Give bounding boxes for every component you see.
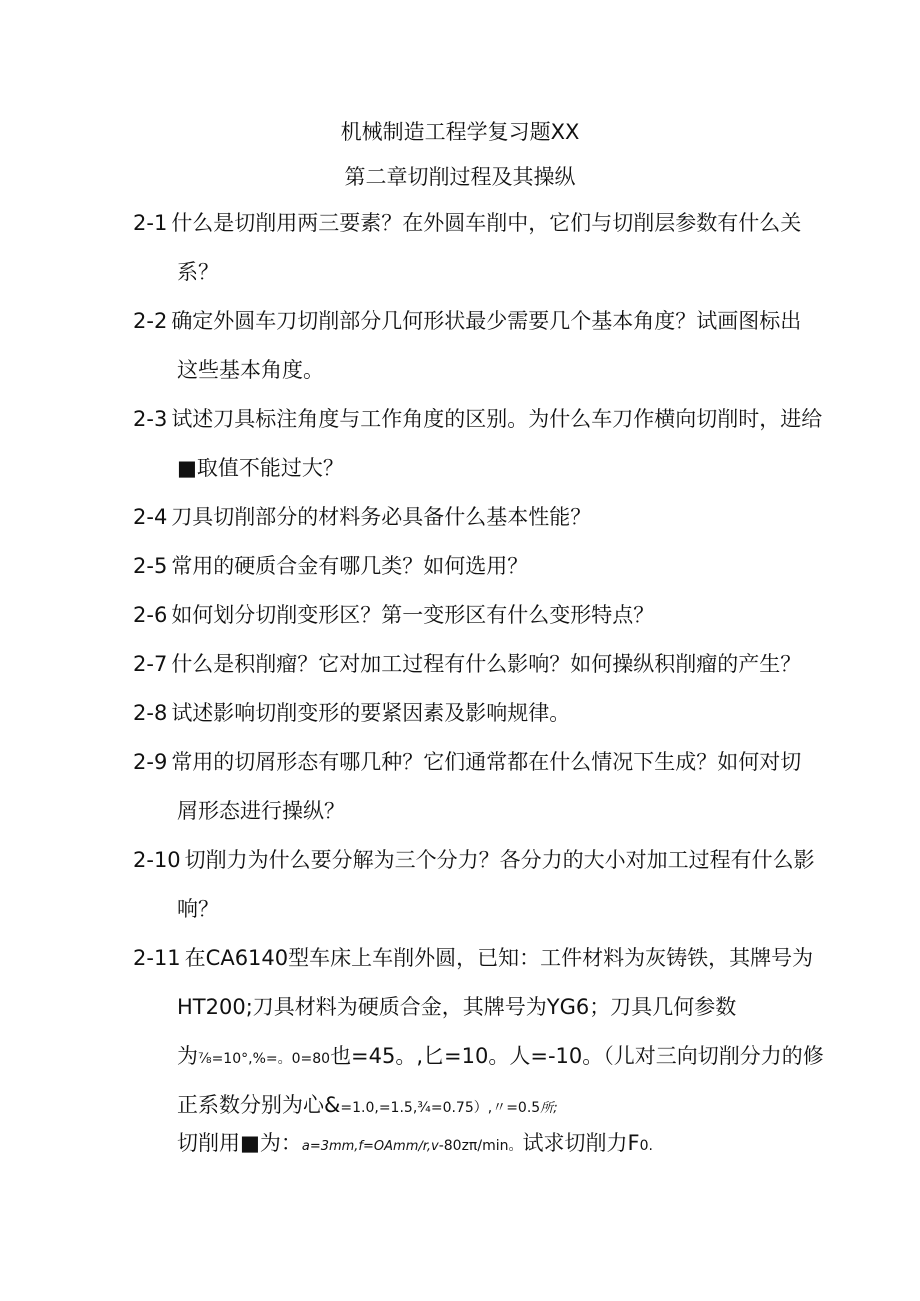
question-text: 常用的切屑形态有哪几种？它们通常都在什么情况下生成？如何对切 — [171, 750, 802, 774]
coefficient-values: =1.0,=1.5,¾ — [340, 1100, 431, 1116]
question-text: 如何划分切削变形区？第一变形区有什么变形特点？ — [171, 603, 655, 627]
question-number: 2-3 — [133, 407, 168, 431]
coefficient-value: =0.75）,〃=0.5 — [430, 1100, 541, 1116]
question-number: 2-7 — [133, 652, 168, 676]
question-text: 什么是积削瘤？它对加工过程有什么影响？如何操纵积削瘤的产生？ — [171, 652, 802, 676]
variable-symbol: a — [301, 1139, 310, 1154]
question-2-11-line4 — [177, 1090, 558, 1124]
text-segment: 试求切削力F — [522, 1131, 640, 1155]
question-number: 2-4 — [133, 505, 168, 529]
question-text: 什么是切削用两三要素？在外圆车削中，它们与切削层参数有什么关 — [171, 211, 802, 235]
question-number: 2-9 — [133, 750, 168, 774]
text-segment: 为 — [177, 1044, 198, 1068]
subscript-value: 0. — [639, 1138, 653, 1154]
question-2-1-continued: 系？ — [177, 260, 219, 284]
question-number: 2-5 — [133, 554, 168, 578]
question-text: 刀具切削部分的材料务必具备什么基本性能？ — [171, 505, 592, 529]
question-2-4 — [133, 502, 591, 532]
question-2-8 — [133, 698, 570, 728]
question-2-9-continued: 屑形态进行操纵？ — [177, 799, 345, 823]
question-2-3 — [133, 404, 822, 434]
question-2-11-line2: HT200;刀具材料为硬质合金，其牌号为YG6；刀具几何参数 — [177, 995, 737, 1019]
question-2-5 — [133, 551, 528, 581]
question-2-2 — [133, 306, 801, 336]
question-number: 2-1 — [133, 211, 168, 235]
question-2-2-continued: 这些基本角度。 — [177, 358, 324, 382]
text-segment: 所; — [540, 1101, 558, 1116]
question-number: 2-10 — [133, 848, 181, 872]
question-2-11 — [133, 943, 813, 973]
question-2-3-continued: ■取值不能过大？ — [177, 456, 344, 480]
cutting-parameters: =3mm,f=OAmm∕r,v — [309, 1139, 439, 1154]
chapter-title: 第二章切削过程及其操纵 — [344, 165, 576, 189]
speed-value: -80zπ/min。 — [438, 1138, 523, 1154]
question-text: 切削力为什么要分解为三个分力？各分力的大小对加工过程有什么影 — [184, 848, 815, 872]
question-number: 2-8 — [133, 701, 168, 725]
question-2-1 — [133, 208, 801, 238]
text-segment: 正系数分别为心& — [177, 1093, 341, 1117]
document-title: 机械制造工程学复习题XX — [340, 120, 580, 144]
question-2-6 — [133, 600, 654, 630]
question-text: 常用的硬质合金有哪几类？如何选用？ — [171, 554, 529, 578]
question-text: 在CA6140型车床上车削外圆，已知：工件材料为灰铸铁，其牌号为 — [184, 946, 814, 970]
question-2-11-line3 — [177, 1041, 824, 1074]
text-segment: 切削用■为： — [177, 1131, 302, 1155]
question-number: 2-11 — [133, 946, 181, 970]
question-2-9 — [133, 747, 801, 777]
question-text: 试述影响切削变形的要紧因素及影响规律。 — [171, 701, 571, 725]
question-2-11-line5 — [177, 1128, 653, 1162]
question-number: 2-6 — [133, 603, 168, 627]
question-text: 试述刀具标注角度与工作角度的区别。为什么车刀作横向切削时，进给 — [171, 407, 823, 431]
angle-values: ⅞=10°,%=。 — [198, 1051, 292, 1067]
question-number: 2-2 — [133, 309, 168, 333]
question-2-10-continued: 响？ — [177, 897, 219, 921]
question-2-7 — [133, 649, 801, 679]
question-2-10 — [133, 845, 815, 875]
angle-value: 0=80 — [291, 1051, 331, 1067]
text-segment: 也=45。,匕=10。人=-10。（儿对三向切削分力的修 — [330, 1044, 824, 1068]
question-text: 确定外圆车刀切削部分几何形状最少需要几个基本角度？试画图标出 — [171, 309, 802, 333]
